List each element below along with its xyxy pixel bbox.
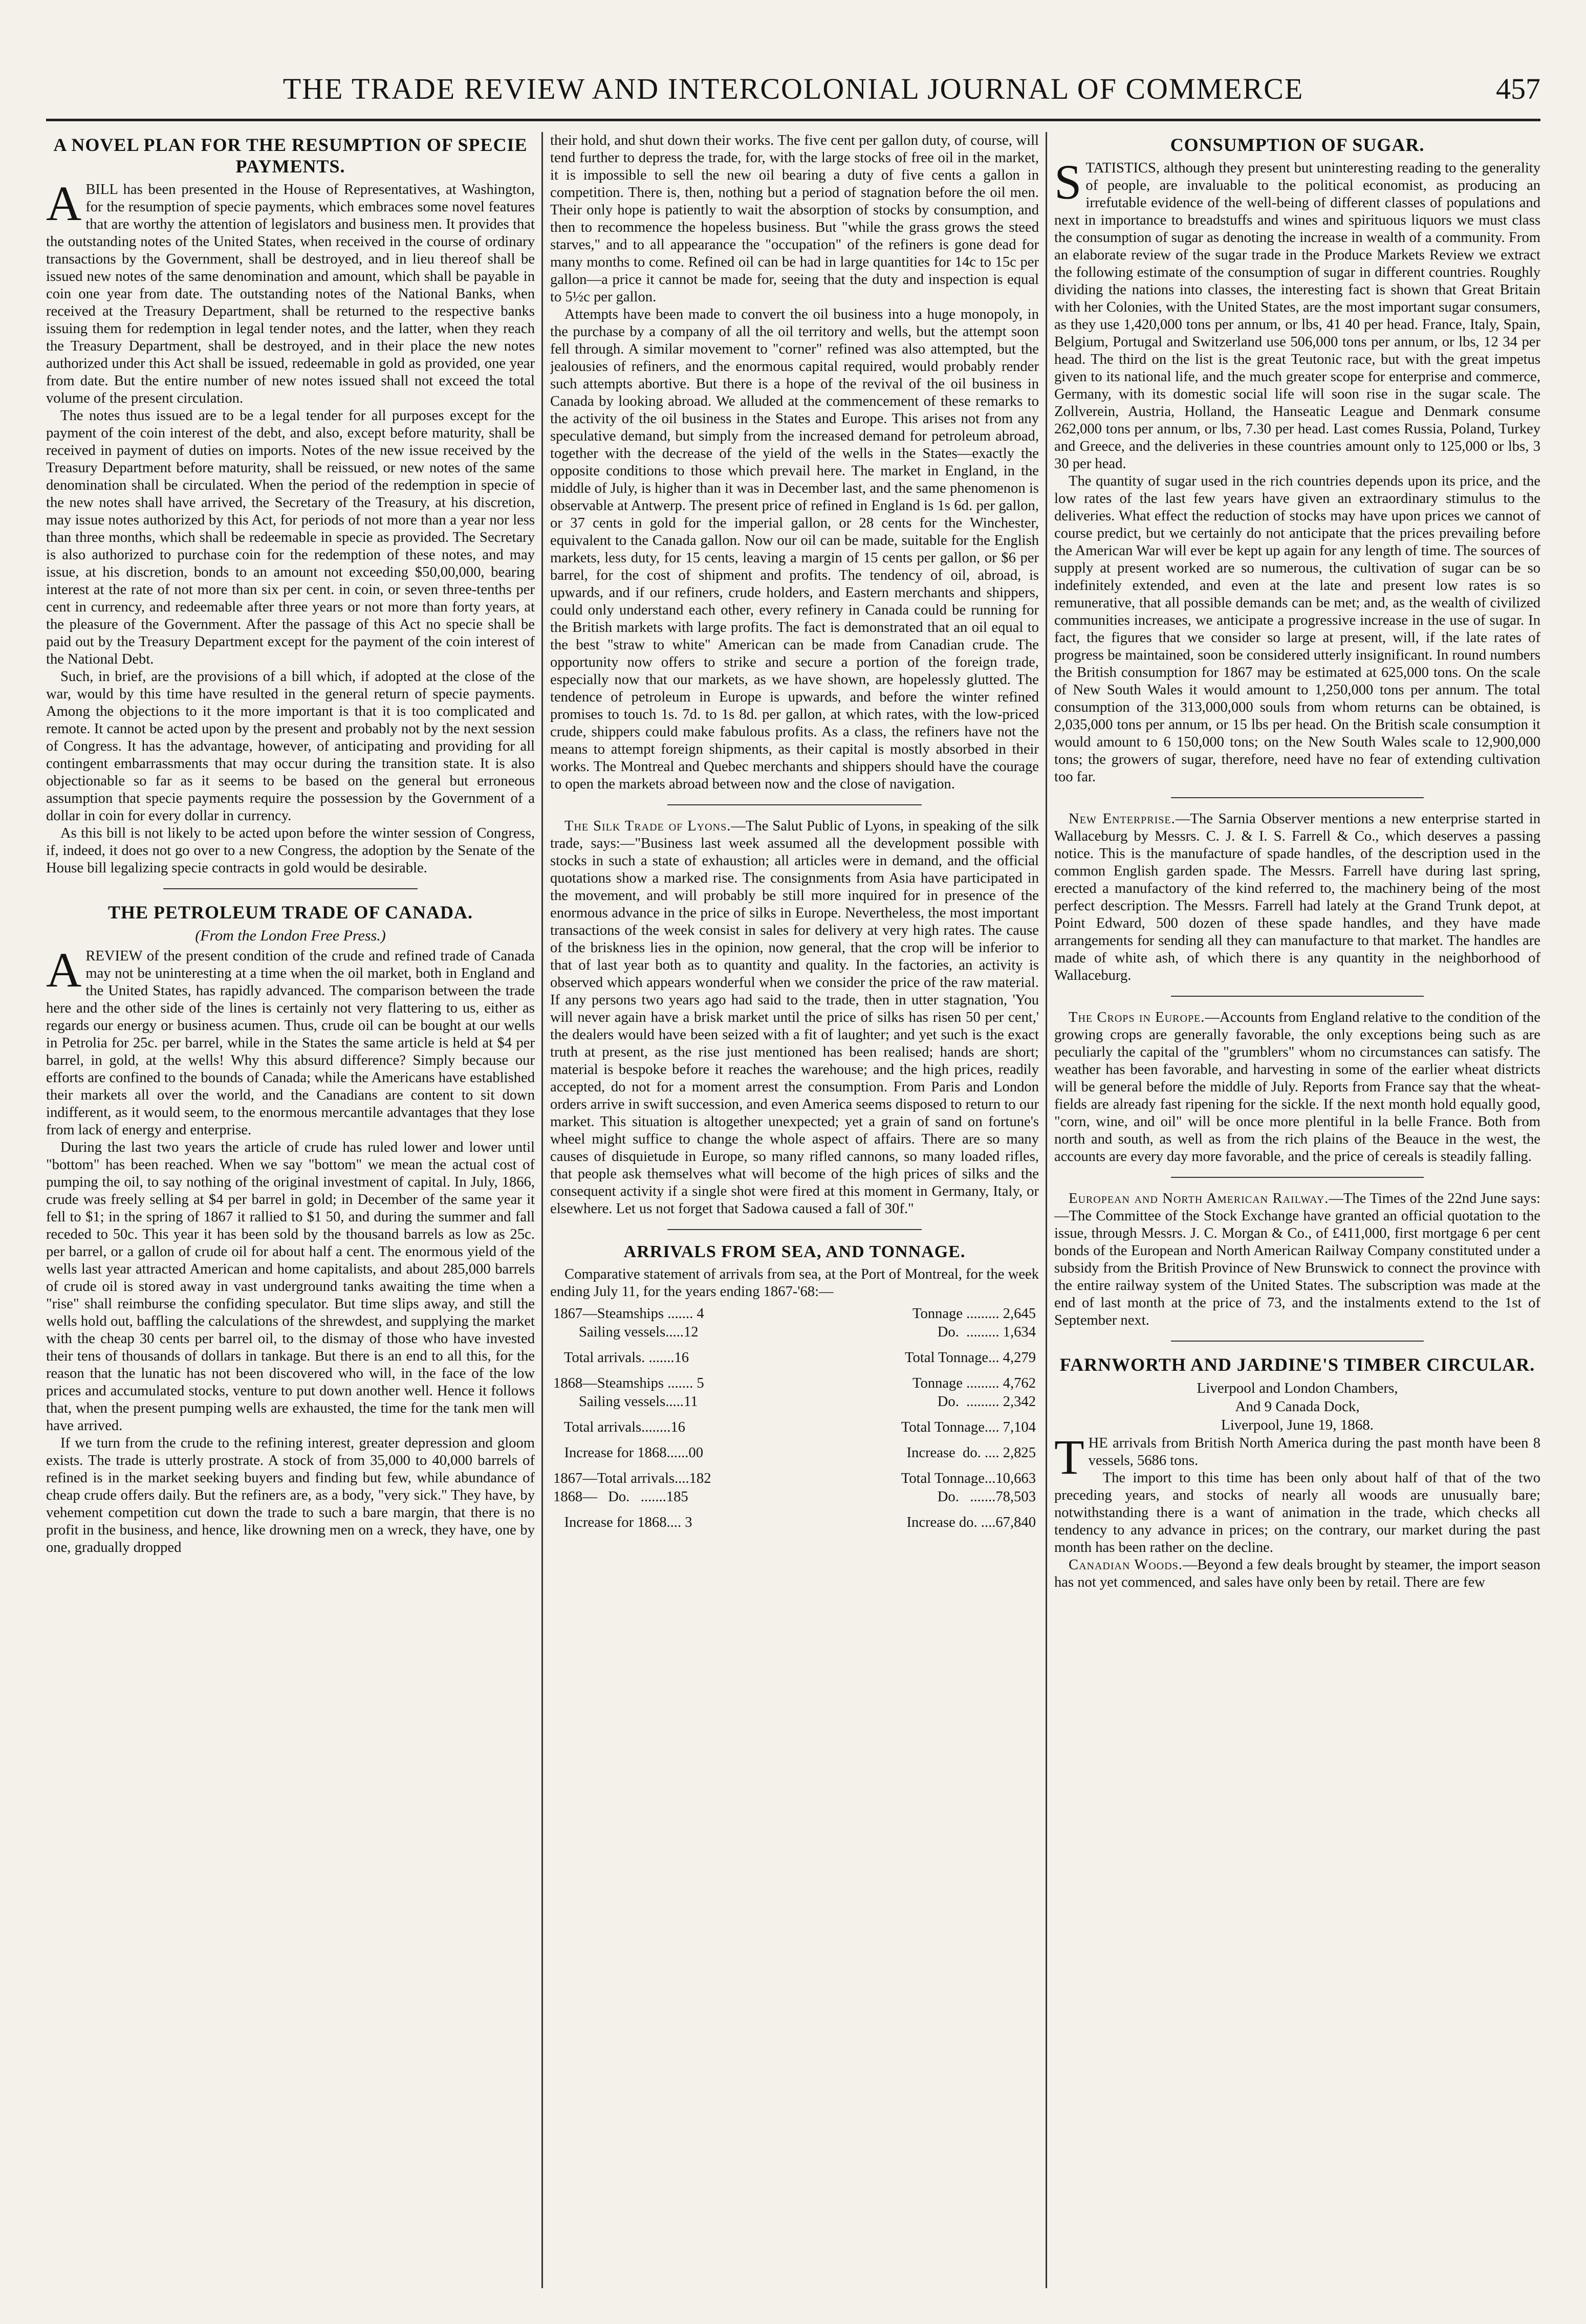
article-paragraph: The notes thus issued are to be a legal tender for all purposes except for the payment of the coin interest of the debt, and also, except before maturity, shall be received in payment of duties on imports. Notes of the new issue received by the Treasury Department before maturity, shall be reissued, or new notes of the same denomination shall be circulated. When the period of the redemption in specie of the new notes shall have arrived, the Secretary of the Treasury, at his discretion, may issue notes authorized by this Act, for periods of not more than a year nor less than three months, which shall be redeemable in specie as provided. The Secretary is also authorized to purchase coin for the redemption of these notes, and may issue, at his discretion, bonds to an amount not exceeding $50,00,000, bearing interest at the rate of not more than six per cent. in coin, or seven three-tenths per cent in currency, and redeemable after three years or not more than forty years, at the pleasure of the Government. After the passage of this Act no specie shall be paid out by the Treasury Department except for the payment of the coin interest of the National Debt. xyxy=(46,408,535,667)
tonnage-cell: Tonnage ......... 4,762 xyxy=(912,1375,1036,1391)
drop-cap: A xyxy=(46,942,82,997)
table-row xyxy=(550,1393,1039,1411)
drop-cap: S xyxy=(1054,155,1082,209)
article-paragraph: If we turn from the crude to the refining interest, greater depression and gloom exists. The trade is utterly prostrate. A stock of from 35,000 to 40,000 barrels of refined is in the market seeking buyers and finding but few, while abundance of cheap crude offers daily. But the refiners are, as a body, "very sick." They have, by vehement competition cut down the trade to such a bare margin, that there is no profit in the business, and hence, like drowning men on a wreck, they have, one by one, gradually dropped xyxy=(46,1435,535,1555)
article-paragraph xyxy=(1054,1430,1540,1484)
arrivals-cell: Total arrivals........16 xyxy=(553,1419,685,1435)
article-paragraph xyxy=(1054,155,1540,473)
table-spacer xyxy=(550,1411,1039,1418)
table-row xyxy=(550,1323,1039,1342)
drop-cap: T xyxy=(1054,1430,1084,1484)
page-header xyxy=(46,72,1540,121)
arrivals-cell: Sailing vessels.....12 xyxy=(553,1324,699,1340)
table-spacer xyxy=(550,1506,1039,1514)
arrivals-cell: 1868—Steamships ....... 5 xyxy=(553,1375,704,1391)
tonnage-cell: Increase do. ....67,840 xyxy=(906,1515,1036,1530)
tonnage-cell: Total Tonnage...10,663 xyxy=(901,1471,1036,1486)
table-row xyxy=(550,1349,1039,1367)
article-title-specie: A NOVEL PLAN FOR THE RESUMPTION OF SPECIE PAYMENTS. xyxy=(53,135,528,177)
paragraph-text: TATISTICS, although they present but uninteresting reading to the generality of people, are invaluable to the political economist, as producing an irrefutable evidence of the well-being of different classes of populations and next in importance to breadstuffs and wines and spirituous liquors we must class the consumption of sugar as denoting the increase in wealth of a community. From an elaborate review of the sugar trade in the Produce Markets Review we extract the following estimate of the consumption of sugar in different countries. Roughly dividing the nations into classes, the interesting fact is shown that Great Britain with her Colonies, with the United States, are the most important sugar consumers, as they use 1,420,000 tons per annum, or lbs, 41 40 per head. France, Italy, Spain, Belgium, Portugal and Switzerland use 506,000 tons per annum, or lbs, 12 34 per head. The third on the list is the great Teutonic race, but with the great impetus given to its national life, and the much greater scope for enterprise and commerce, Germany, with its domestic social life will soon rise in the sugar scale. The Zollverein, Austria, Holland, the Hanseatic League and Denmark consume 262,000 tons per annum, or lbs, 7.30 per head. Last comes Russia, Poland, Turkey and Greece, and the deliveries in these countries amount only to 125,000 or lbs, 3 30 per head. xyxy=(1054,160,1540,472)
tonnage-cell: Total Tonnage.... 7,104 xyxy=(901,1419,1036,1435)
column-rule-right xyxy=(1046,132,1047,2288)
drop-cap: A xyxy=(46,176,82,231)
arrivals-intro: Comparative statement of arrivals from sea, at the Port of Montreal, for the week ending July 11, for the years ending 1867-'68:— xyxy=(550,1266,1039,1300)
table-row xyxy=(550,1305,1039,1323)
article-paragraph-enterprise xyxy=(1054,810,1540,984)
article-paragraph: Such, in brief, are the provisions of a bill which, if adopted at the close of the war, would by this time have resulted in the general return of specie payments. Among the objections to it the more important is that it is too complicated and remote. It cannot be acted upon by the present and probably not by the next session of Congress. It has the advantage, however, of anticipating and providing for all contingent embarrassments that may occur during the transition state. It is also objectionable so far as it seems to be based on the general but erroneous assumption that specie payments require the possession by the Government of a dollar in coin for every dollar in currency. xyxy=(46,669,535,824)
article-separator xyxy=(667,804,922,805)
arrivals-cell: 1867—Steamships ....... 4 xyxy=(553,1306,704,1322)
page-number: 457 xyxy=(1496,72,1540,105)
paragraph-text: HE arrivals from British North America during the past month have been 8 vessels, 5686 tons. xyxy=(1088,1435,1540,1468)
table-row xyxy=(550,1514,1039,1532)
table-row xyxy=(550,1418,1039,1437)
arrivals-cell: Increase for 1868......00 xyxy=(553,1445,703,1461)
article-paragraph xyxy=(46,176,535,407)
table-row xyxy=(550,1470,1039,1488)
article-paragraph: Attempts have been made to convert the oil business into a huge monopoly, in the purchase by a company of all the oil territory and wells, but the attempt soon fell through. A similar movement to "corner" refined was also attempted, but the jealousies of refiners, and the enormous capital required, would probably render such attempts abortive. But there is a hope of the revival of the oil business in Canada by looking abroad. We alluded at the commencement of these remarks to the activity of the oil business in the States and Europe. This arises not from any speculative demand, but simply from the increased demand for petroleum abroad, together with the decrease of the yield of the wells in the States—exactly the opposite conditions to those which prevail here. The market in England, in the middle of July, is higher than it was in December last, and the same phenomenon is observable at Antwerp. The present price of refined in England is 1s 6d. per gallon, or 37 cents in gold for the imperial gallon, or 28 cents for the Winchester, equivalent to the Canada gallon. Now our oil can be made, suitable for the English markets, less duty, for 15 cents, leaving a margin of 15 cents per gallon, or $6 per barrel, for the cost of shipment and profits. The tendency of oil, abroad, is upwards, and if our refiners, crude holders, and Eastern merchants and shippers, could only understand each other, every refinery in Canada could be running for the British markets with large profits. The fact is demonstrated that an oil equal to the best "straw to white" American can be made from Canadian crude. The opportunity now offers to strike and secure a portion of the foreign trade, especially now that our markets, as we have shown, are hopelessly glutted. The tendence of petroleum in Europe is upwards, and before the winter refined promises to touch 1s. 7d. to 1s 8d. per gallon, at which rates, with the low-priced crude, shippers could make fabulous profits. As a class, the refiners have not the means to attempt foreign shipments, as their capital is mostly absorbed in their works. The Montreal and Quebec merchants and shippers should have the courage to open the markets abroad between now and the close of navigation. xyxy=(550,306,1039,792)
paragraph-text: REVIEW of the present condition of the crude and refined trade of Canada may not be uninteresting at a time when the oil market, both in England and the United States, has rapidly advanced. The comparison between the trade here and the other side of the lines is certainly not very flattering to us, either as regards our energy or business acumen. Thus, crude oil can be bought at our wells in Petrolia for 25c. per barrel, while in the States the same article is held at $4 per barrel, in gold, at the wells! Why this absurd difference? Simply because our efforts are confined to the bounds of Canada; while the Americans have established their markets all over the world, and the Canadians are content to sit down indifferent, as it would seem, to the enormous mercantile advantages that they lose from lack of energy and enterprise. xyxy=(46,948,535,1138)
paragraph-text: —Accounts from England relative to the condition of the growing crops are generally favorable, the only exceptions being such as are peculiarly the capital of the "grumblers" whom no circumstances can satisfy. The weather has been favorable, and harvesting in some of the earlier wheat districts will be general before the middle of July. Reports from France say that the wheat-fields are already fast ripening for the sickle. If the next month hold equally good, "corn, wine, and oil" will be once more plentiful in la belle France. Both from north and south, as well as from the rich plains of the Beauce in the west, the accounts are every day more favorable, and the price of cereals is steadily falling. xyxy=(1054,1010,1540,1165)
column-1 xyxy=(46,132,535,2293)
paragraph-lead: New Enterprise. xyxy=(1069,811,1176,827)
journal-title: THE TRADE REVIEW AND INTERCOLONIAL JOURNAL OF COMMERCE xyxy=(283,72,1304,105)
tonnage-cell: Do. ......... 1,634 xyxy=(926,1324,1036,1340)
table-spacer xyxy=(550,1437,1039,1444)
address-line: Liverpool, June 19, 1868. xyxy=(1221,1417,1374,1433)
article-paragraph-silk xyxy=(550,818,1039,1218)
address-line: And 9 Canada Dock, xyxy=(1235,1398,1360,1415)
article-paragraph: their hold, and shut down their works. The five cent per gallon duty, of course, will tend further to depress the trade, for, with the large stocks of free oil in the market, it is impossible to sell the new oil bearing a duty of five cents a gallon in competition. There is, then, nothing but a period of stagnation before the oil men. Their only hope is patiently to wait the absorption of stocks by consumption, and then to recommence the hopeless business. But "while the grass grows the steed starves," and to all appearance the "occupation" of the refiners is gone dead for many months to come. Refined oil can be had in large quantities for 14c to 15c per gallon—a price it cannot be made for, seeing that the duty and inspection is equal to 5½c per gallon. xyxy=(550,133,1039,305)
article-paragraph-crops xyxy=(1054,1009,1540,1166)
article-title-timber: FARNWORTH AND JARDINE'S TIMBER CIRCULAR. xyxy=(1059,1354,1535,1375)
tonnage-cell: Total Tonnage... 4,279 xyxy=(905,1350,1036,1366)
article-title-petroleum: THE PETROLEUM TRADE OF CANADA. xyxy=(107,902,473,923)
column-2 xyxy=(550,132,1039,2293)
article-paragraph-railway xyxy=(1054,1190,1540,1329)
table-row xyxy=(550,1444,1039,1462)
article-title-sugar: CONSUMPTION OF SUGAR. xyxy=(1170,135,1425,155)
article-paragraph xyxy=(46,942,535,1139)
article-source: (From the London Free Press.) xyxy=(195,927,386,944)
paragraph-lead: Canadian Woods. xyxy=(1069,1557,1183,1573)
article-separator xyxy=(667,1229,922,1230)
article-separator xyxy=(1171,797,1424,798)
column-3 xyxy=(1054,132,1540,2293)
arrivals-cell: Increase for 1868.... 3 xyxy=(553,1515,692,1530)
paragraph-text: —The Sarnia Observer mentions a new enterprise started in Wallaceburg by Messrs. C. J. & I. S. Farrell & Co., which deserves a passing notice. This is the manufacture of spade handles, of the description used in the common English garden spade. The Messrs. Farrell have during last spring, erected a manufactory of the kind referred to, the machinery being of the most perfect description. The Messrs. Farrell had lately at the Grand Trunk depot, at Point Edward, 500 dozen of these spade handles, and they have made arrangements for sending all they can manufacture to that market. The handles are made of white ash, of which there is any quantity in the neighborhood of Wallaceburg. xyxy=(1054,811,1540,983)
table-row xyxy=(550,1488,1039,1506)
article-paragraph: The import to this time has been only about half of that of the two preceding years, and stocks of nearly all woods are unusually bare; notwithstanding there is a want of animation in the trade, which checks all tendency to any advance in prices; on the contrary, our market during the past month has been rather on the decline. xyxy=(1054,1470,1540,1555)
paragraph-text: —The Times of the 22nd June says:—The Committee of the Stock Exchange have granted an official quotation to the issue, through Messrs. J. C. Morgan & Co., of £411,000, first mortgage 6 per cent bonds of the European and North American Railway Company constituted under a subsidy from the British Province of New Brunswick to connect the province with the entire railway system of the United States. The subscription was made at the end of last month at the price of 73, and the instalments extend to the 1st of September next. xyxy=(1054,1191,1540,1328)
article-paragraph: As this bill is not likely to be acted upon before the winter session of Congress, if, indeed, it does not go over to a new Congress, the adoption by the Senate of the House bill legalizing specie contracts in gold would be desirable. xyxy=(46,825,535,876)
article-paragraph: During the last two years the article of crude has ruled lower and lower until "bottom" has been reached. When we say "bottom" we mean the actual cost of pumping the oil, to say nothing of the original investment of capital. In July, 1866, crude was freely selling at $4 per barrel in gold; in December of the same year it fell to $1; in the spring of 1867 it rallied to $1 50, and during the summer and fall receded to 50c. This year it has been sold by the thousand barrels as low as 25c. per barrel, or a gallon of crude oil for about half a cent. The enormous yield of the wells last year attracted American and home capitalists, and about 285,000 barrels of crude oil is stored away in vast underground tanks awaiting the time when a "rise" shall reimburse the confiding speculator. But time slips away, and still the wells hold out, baffling the calculations of the shrewdest, and supplying the market with the cheap 30 cents per barrel oil, to the dismay of those who have invested their tens of thousands of dollars in tankage. But there is an end to all this, for the reason that the lunatic has not been discovered who will, in the face of the low prices and accumulated stocks, venture to put down another well. Hence it follows that, when the present pumping wells are exhausted, the time for the tank men will have arrived. xyxy=(46,1139,535,1434)
column-rule-left xyxy=(541,132,543,2288)
article-paragraph-canadian-woods xyxy=(1054,1556,1540,1591)
arrivals-cell: 1868— Do. .......185 xyxy=(553,1489,688,1505)
tonnage-cell: Increase do. .... 2,825 xyxy=(906,1445,1036,1461)
tonnage-cell: Tonnage ......... 2,645 xyxy=(912,1306,1036,1322)
table-spacer xyxy=(550,1367,1039,1374)
paragraph-text: —The Salut Public of Lyons, in speaking of the silk trade, says:—"Business last week assumed all the development possible with stocks in such a state of exhaustion; all articles were in demand, and the official quotations show a marked rise. The consignments from Asia have participated in the movement, and will probably be still more inquired for in presence of the enormous advance in the price of silks in Europe. Nevertheless, the most important transactions of the week consist in sales for delivery at very high rates. The cause of the briskness lies in the opinion, now general, that the crop will be inferior to that of last year both as to quantity and quality. In the factories, an activity is observed which appears wonderful when we consider the price of the raw material. If any persons two years ago had said to the trade, then in utter stagnation, 'You will never again have a brisk market until the price of silks has risen 50 per cent,' the dealers would have been seized with a fit of laughter; and yet such is the exact truth at present, as the rise just mentioned has been realised; hands are short; material is bespoke before it reaches the warehouse; and the high prices, readily accepted, do not for a moment arrest the consumption. From Paris and London orders arrive in swift succession, and even America seems disposed to return to our market. This situation is altogether unexpected; yet a grain of sand on fortune's wheel might suffice to change the whole aspect of affairs. There are so many causes of disquietude in Europe, so many rifled cannons, so many loaded rifles, that people ask themselves what will become of the high prices of silks and the consequent activity if a single shot were fired at this moment in Germany, Italy, or elsewhere. Let us not forget that Sadowa caused a fall of 30f." xyxy=(550,818,1039,1217)
paragraph-lead: The Crops in Europe. xyxy=(1069,1010,1205,1025)
arrivals-table xyxy=(550,1305,1039,1532)
paragraph-text: —Beyond a few deals brought by steamer, the import season has not yet commenced, and sales have only been by retail. There are few xyxy=(1054,1557,1540,1590)
tonnage-cell: Do. ......... 2,342 xyxy=(926,1394,1036,1410)
tonnage-cell: Do. .......78,503 xyxy=(926,1489,1036,1505)
address-line: Liverpool and London Chambers, xyxy=(1197,1380,1398,1396)
paragraph-lead: European and North American Railway. xyxy=(1069,1191,1329,1207)
paragraph-text: BILL has been presented in the House of Representatives, at Washington, for the resumption of specie payments, which embraces some novel features that are worthy the attention of legislators and business men. It provides that the outstanding notes of the United States, when received in the course of ordinary transactions by the Government, shall be destroyed, and in lieu thereof shall be issued new notes of the same denomination and amount, which shall be payable in coin one year from date. The outstanding notes of the National Banks, when received at the Treasury Department, shall be returned to the respective banks issuing them for redemption in legal tender notes, and the latter, when they reach the Treasury Department, shall be destroyed, and in their place the new notes authorized under this Act shall be issued, redeemable in gold as provided, one year from date. But the entire number of new notes issued shall not exceed the total volume of the present circulation. xyxy=(46,182,535,406)
article-separator xyxy=(1171,1177,1424,1178)
article-title-arrivals: ARRIVALS FROM SEA, AND TONNAGE. xyxy=(623,1242,966,1261)
article-separator xyxy=(1171,1341,1424,1342)
paragraph-lead: The Silk Trade of Lyons. xyxy=(564,818,731,834)
article-separator xyxy=(163,888,418,889)
table-spacer xyxy=(550,1342,1039,1349)
arrivals-cell: Sailing vessels.....11 xyxy=(553,1394,698,1410)
article-paragraph: The quantity of sugar used in the rich countries depends upon its price, and the low rates of the last few years have given an extraordinary stimulus to the deliveries. What effect the reduction of stocks may have upon prices we cannot of course predict, but we certainly do not anticipate that the prices prevailing before the American War will ever be kept up again for any length of time. The sources of supply at present worked are so numerous, the cultivation of sugar can be so indefinitely extended, and even at the late and present low rates is so remunerative, that all possible demands can be met; and, as the wealth of civilized communities increases, we anticipate a progressive increase in the use of sugar. In fact, the figures that we consider so large at present, will, if the late rates of progress be maintained, soon be considered utterly insignificant. In round numbers the British consumption for 1867 may be estimated at 625,000 tons. On the scale of New South Wales it would amount to 1,250,000 tons per annum. The total consumption of the 313,000,000 souls from whom returns can be obtained, is 2,035,000 tons per annum, or 15 lbs per head. On the British scale consumption it would amount to 6 150,000 tons; on the New South Wales scale to 12,900,000 tons; the growers of sugar, therefore, need have no fear of extending cultivation too far. xyxy=(1054,473,1540,785)
article-separator xyxy=(1171,996,1424,997)
table-spacer xyxy=(550,1462,1039,1470)
arrivals-cell: 1867—Total arrivals....182 xyxy=(553,1471,711,1486)
table-row xyxy=(550,1374,1039,1393)
arrivals-cell: Total arrivals. .......16 xyxy=(553,1350,689,1366)
